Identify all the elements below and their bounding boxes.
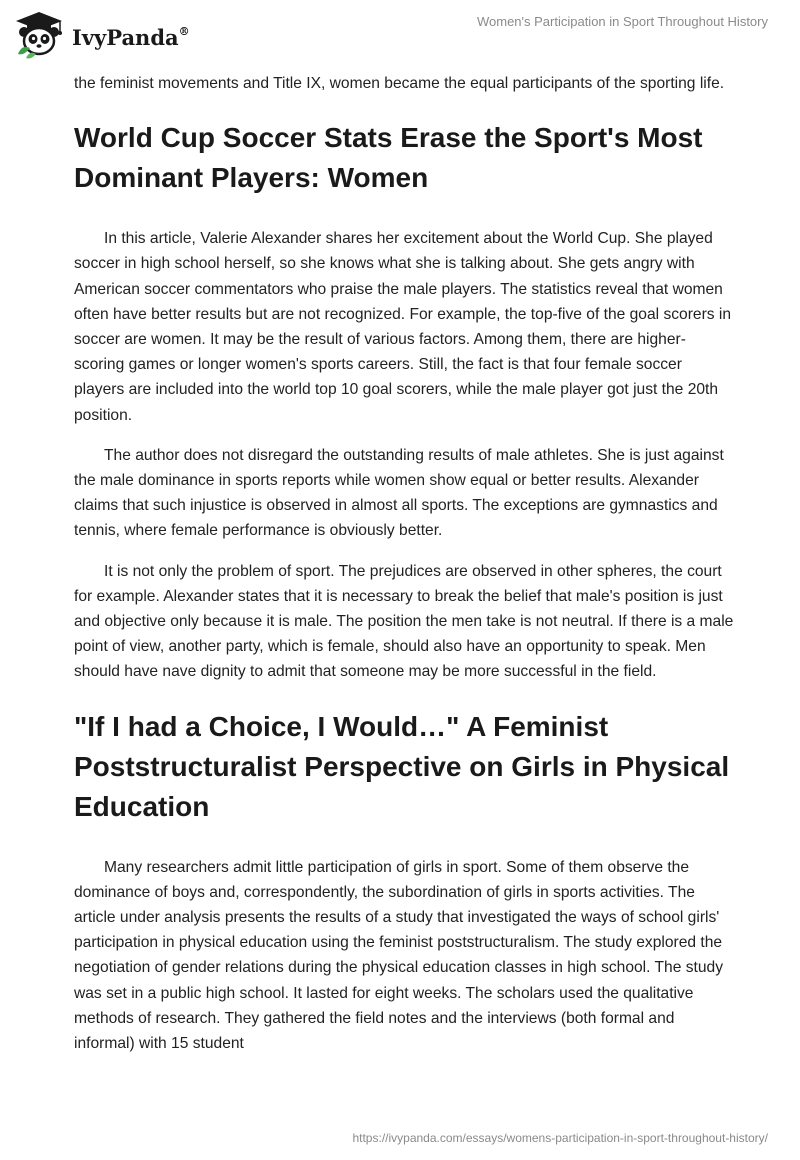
section-heading-world-cup: World Cup Soccer Stats Erase the Sport's Most Dominant Players: Women: [74, 122, 703, 194]
intro-paragraph: the feminist movements and Title IX, women became the equal participants of the sporting life.: [74, 75, 725, 92]
section-heading-feminist-perspective: "If I had a Choice, I Would…" A Feminist Poststructuralist Perspective on Girls in Physical Education: [74, 710, 730, 822]
brand-name: IvyPanda®: [72, 24, 190, 50]
panda-graduate-icon: [12, 10, 66, 60]
document-title: Women's Participation in Sport Throughout History: [476, 14, 768, 29]
article-body: [74, 71, 734, 1071]
paragraph: In this article, Valerie Alexander shares her excitement about the World Cup. She played soccer in high school herself, so she knows what she is talking about. She gets angry with American soccer commentators who praise the male players. The statistics reveal that women often have better results but are not recognized. For example, the top-five of the goal scorers in soccer are women. It may be the result of various factors. Among them, there are higher-scoring games or longer women's sports careers. Still, the fact is that four female soccer players are included into the world top 10 goal scorers, while the male player got just the 20th position.: [74, 230, 732, 424]
source-url[interactable]: https://ivypanda.com/essays/womens-participation-in-sport-throughout-history/: [352, 1131, 768, 1145]
ivypanda-logo[interactable]: [12, 10, 190, 60]
paragraph: Many researchers admit little participation of girls in sport. Some of them observe the dominance of boys and, correspondently, the subordination of girls in sports activities. The article under analysis presents the results of a study that investigated the ways of school girls' participation in physical education using the feminist poststructuralism. The study explored the negotiation of gender relations during the physical education classes in high school. The study was set in a public high school. It lasted for eight weeks. The scholars used the qualitative methods of research. They gathered the field notes and the interviews (both formal and informal) with 15 student: [74, 858, 723, 1053]
paragraph: It is not only the problem of sport. The prejudices are observed in other spheres, the court for example. Alexander states that it is necessary to break the belief that male's position is just and objective only because it is male. The position the men take is not neutral. If there is a male point of view, another party, which is female, should also have an opportunity to speak. Men should have nave dignity to admit that someone may be more successful in the field.: [74, 562, 734, 681]
paragraph: The author does not disregard the outstanding results of male athletes. She is just against the male dominance in sports reports while women show equal or better results. Alexander claims that such injustice is observed in almost all sports. The exceptions are gymnastics and tennis, where female performance is obviously better.: [74, 446, 724, 540]
page-header: [0, 0, 800, 70]
